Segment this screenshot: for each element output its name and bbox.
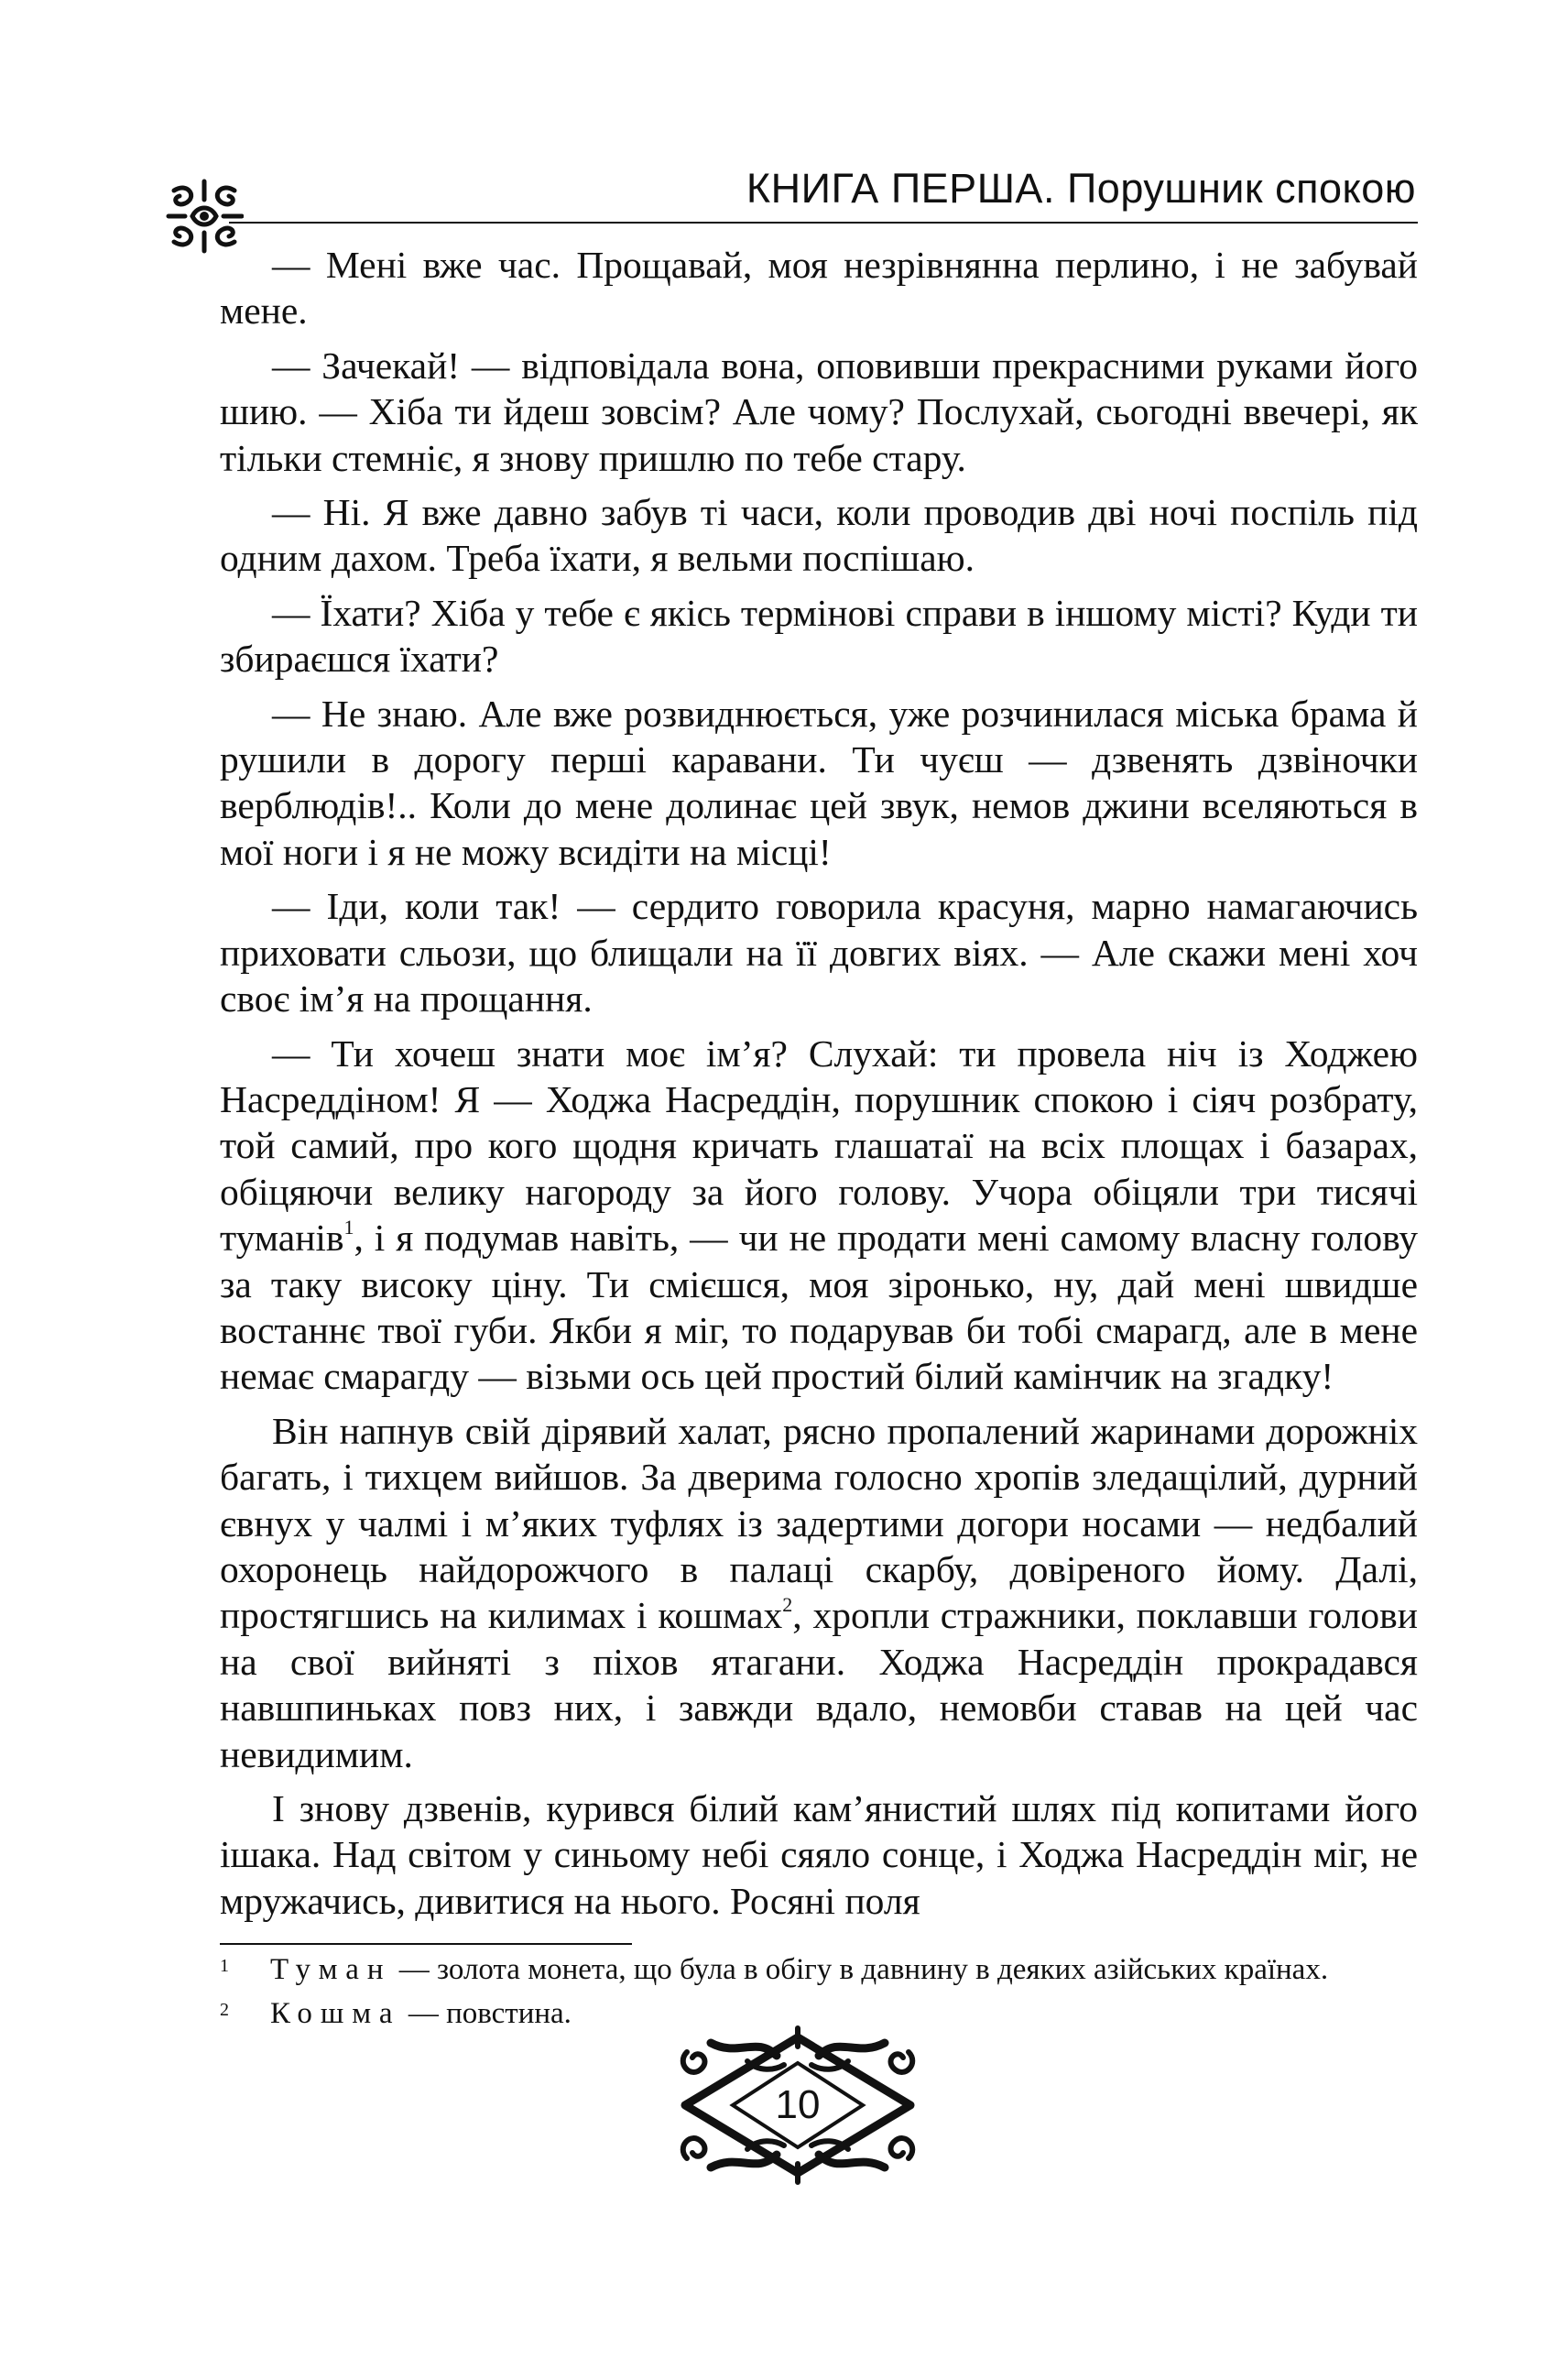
paragraph: — Ти хочеш знати моє ім’я? Слухай: ти провела ніч із Ходжею Насреддіном! Я — Ходжа Насреддін, порушник спокою і сіяч розбрату, той самий, про кого щодня кричать глашатаї на всіх площах і базарах, обіцяючи велику нагороду за його голову. Учора обіцяли три тисячі туманів$^1$, і я подумав навіть, — чи не продати мені самому власну голову за таку високу ціну. Ти смієшся, моя зіронько, ну, дай мені швидше востаннє твої губи. Якби я міг, то подарував би тобі смарагд, але в мене немає смарагду — візьми ось цей простий білий камінчик на згадку! <box>220 1032 1418 1398</box>
paragraph: — Їхати? Хіба у тебе є якісь термінові справи в іншому місті? Куди ти збираєшся їхати? <box>220 591 1418 681</box>
footnote-text: — золота монета, що була в обігу в давнину в деяких азійських країнах. <box>391 1953 1329 1986</box>
paragraph: — Не знаю. Але вже розвиднюється, уже розчинилася міська брама й рушили в дорогу перші каравани. Ти чуєш — дзвенять дзвіночки верблюдів!.. Коли до мене долинає цей звук, немов джини вселяються в мої ноги і я не можу всидіти на місці! <box>220 692 1418 873</box>
footnote-text: — повстина. <box>400 1997 572 2030</box>
header-rule <box>229 222 1418 224</box>
footnote-rule <box>220 1943 632 1945</box>
body-text <box>220 242 1418 1932</box>
footnote-number: 2 <box>220 2000 229 2020</box>
footnote-term: Кошма <box>270 1997 401 2030</box>
footnote-ref: 1 <box>343 1216 354 1239</box>
paragraph: — Зачекай! — відповідала вона, оповивши прекрасними руками його шию. — Хіба ти йдеш зовсім? Але чому? Послухай, сьогодні ввечері, як тільки стемніє, я знову пришлю по тебе стару. <box>220 344 1418 479</box>
footnote-number: 1 <box>220 1956 229 1976</box>
paragraph: — Іди, коли так! — сердито говорила красуня, марно намагаючись приховати сльози, що блищали на її довгих віях. — Але скажи мені хоч своє ім’я на прощання. <box>220 885 1418 1021</box>
header-title: КНИГА ПЕРША. Порушник спокою <box>746 165 1416 212</box>
paragraph: — Ні. Я вже давно забув ті часи, коли проводив дві ночі поспіль під одним дахом. Треба їхати, я вельми поспішаю. <box>220 491 1418 580</box>
paragraph: І знову дзвенів, курився білий кам’янистий шлях під копитами його ішака. Над світом у синьому небі сяяло сонце, і Ходжа Насреддін міг, не мружачись, дивитися на нього. Росяні поля <box>220 1787 1418 1922</box>
footnote-term: Туман <box>270 1953 392 1986</box>
running-header <box>165 163 1418 255</box>
footnotes <box>220 1951 1418 2032</box>
paragraph: Він напнув свій дірявий халат, рясно пропалений жаринами дорожніх багать, і тихцем вийшов. За дверима голосно хропів зледащілий, дурний євнух у чалмі і м’яких туфлях із задертими догори носами — недбалий охоронець найдорожчого в палаці скарбу, довіреного йому. Далі, простягшись на килимах і кошмах$^2$, хропли стражники, поклавши голови на свої вийняті з піхов ятагани. Ходжа Насреддін прокрадався навшпиньках повз них, і завжди вдало, немовби ставав на цей час невидимим. <box>220 1409 1418 1775</box>
paragraph: — Мені вже час. Прощавай, моя незрівнянна перлино, і не забувай мене. <box>220 244 1418 333</box>
footnote <box>220 1951 1418 1988</box>
page-number: 10 <box>775 2082 821 2127</box>
footnote-ref: 2 <box>782 1593 793 1617</box>
